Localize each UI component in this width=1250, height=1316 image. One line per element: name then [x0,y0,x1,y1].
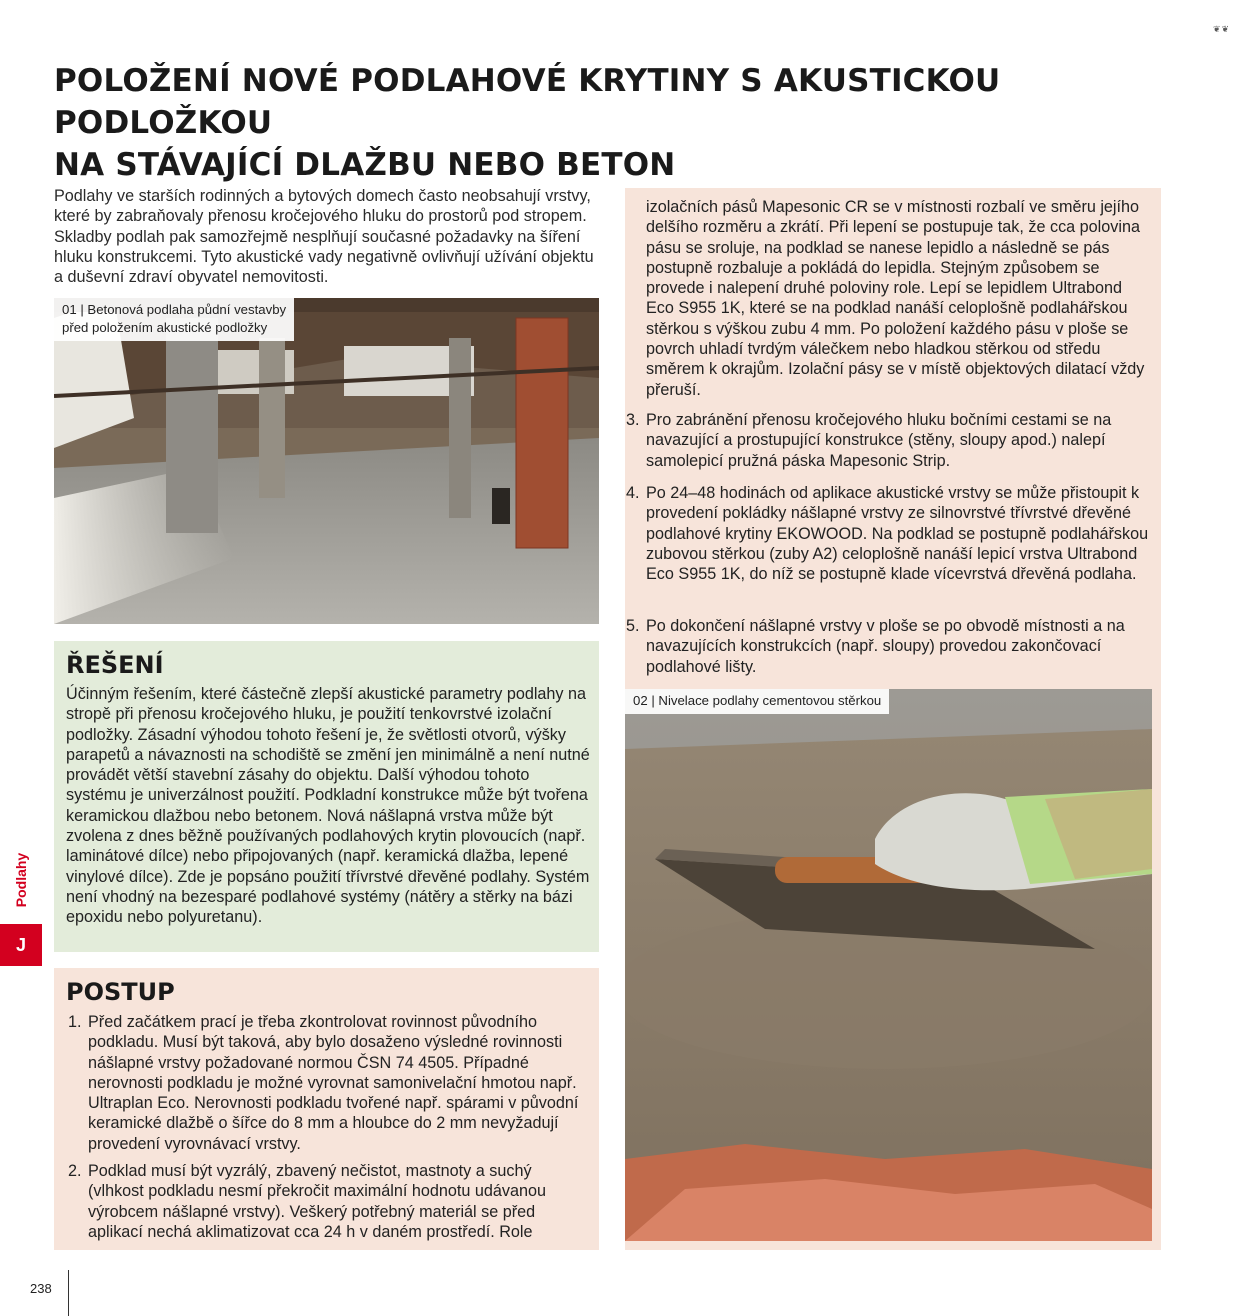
leveling-photo-illustration [625,689,1152,1241]
postup-panel [54,968,599,1250]
step-text: Pro zabránění přenosu kročejového hluku bočními cestami se na navazující a prostupující konstrukce (stěny, sloupy apod.) nalepí samolepicí pružná páska Mapesonic Strip. [646,411,1112,470]
caption-line-1: 01 | Betonová podlaha půdní vestavby [62,302,287,317]
reseni-heading: ŘEŠENÍ [66,651,164,679]
postup-step-5 [626,616,1151,677]
step-text: Po dokončení nášlapné vrstvy v ploše se po obvodě místnosti a na navazujících konstrukcích (např. sloupy) provedou zakončovací podlahové lišty. [646,617,1125,676]
step-text: Podklad musí být vyzrálý, zbavený nečistot, mastnoty a suchý (vlhkost podkladu nesmí překročit maximální hodnotu udávanou výrobcem nášlapné vrstvy). Veškerý potřebný materiál se před aplikací nechá aklimatizovat cca 24 h v daném prostředí. Role [88,1162,547,1241]
side-section-text: Podlahy [13,852,29,908]
postup-step-4 [626,483,1151,584]
postup-step-1 [68,1012,583,1154]
postup-step-2 [68,1161,583,1242]
reseni-text: Účinným řešením, které částečně zlepší akustické parametry podlahy na stropě při přenosu kročejového hluku, je použití tenkovrstvé izolační podložky. Zásadní výhodou tohoto řešení je, že světlosti otvorů, výšky parapetů a návaznosti na schodiště se změní jen minimálně a není nutné provádět větší stavební zásahy do objektu. Další výhodou tohoto systému je univerzálnost použití. Podkladní konstrukce může být tvořena keramickou dlažbou nebo betonem. Nová nášlapná vrstva může být zvolena z dnes běžně používaných podlahových krytin plovoucích (např. laminátové dílce) nebo připojovaných (např. keramická dlažba, lepené vinylové dílce). Zde je popsáno použití třívrstvé dřevěné podlahy. Systém není vhodný na bezesparé podlahové systémy (nátěry a stěrky na bázi epoxidu nebo polyuretanu). [66,685,590,927]
photo-floor-leveling [625,689,1152,1241]
title-line-1: POLOŽENÍ NOVÉ PODLAHOVÉ KRYTINY S AKUSTICKOU PODLOŽKOU [54,63,1001,141]
photo-caption [625,689,889,714]
page-number: 238 [30,1281,52,1296]
reseni-panel [54,641,599,952]
page-title [54,60,1194,186]
step-number: 2. [68,1162,82,1180]
photo-attic-concrete-floor [54,298,599,624]
logo-mark: ❦❦ [1213,24,1231,34]
photo-caption [54,298,294,341]
postup-step-3 [626,410,1151,471]
caption-line-1: 02 | Nivelace podlahy cementovou stěrkou [633,693,882,708]
intro-paragraph: Podlahy ve starších rodinných a bytových domech často neobsahují vrstvy, které by zabraňovaly přenosu kročejového hluku do prostorů pod stropem. Skladby podlah pak samozřejmě nesplňují současné požadavky na šíření hluku konstrukcemi. Tyto akustické vady negativně ovlivňují užívání objektu a duševní zdraví obyvatel nemovitosti. [54,187,594,287]
side-section-label [8,842,34,918]
side-tab-letter: J [0,924,42,966]
step-number: 3. [626,411,640,429]
attic-photo-illustration [54,298,599,624]
step-number: 5. [626,617,640,635]
step-2-continuation: izolačních pásů Mapesonic CR se v místnosti rozbalí ve směru jejího delšího rozměru a zkrátí. Při lepení se postupuje tak, že cca polovina pásu se sroluje, na podklad se nanese lepidlo a následně se pás postupně rozbaluje a pokládá do lepidla. Stejným způsobem se provede i nalepení druhé poloviny role. Lepí se lepidlem Ultrabond Eco S955 1K, které se na podklad nanáší celoplošně podlahářskou stěrkou s výškou zubu 4 mm. Po položení každého pásu v ploše se povrch uhladí tvrdým válečkem nebo hladkou stěrkou od středu směrem k okrajům. Izolační pásy se v místě objektových dilatací vždy přeruší. [646,198,1145,399]
step-text: Po 24–48 hodinách od aplikace akustické vrstvy se může přistoupit k provedení pokládky nášlapné vrstvy ze silnovrstvé třívrstvé dřevěné podlahové krytiny EKOWOOD. Na podklad se postupně podlahářskou zubovou stěrkou (zuby A2) celoplošně nanáší lepicí vrstva Ultrabond Eco S955 1K, do níž se postupně klade vícevrstvá dřevěná podlaha. [646,484,1149,584]
step-text: Před začátkem prací je třeba zkontrolovat rovinnost původního podkladu. Musí být taková, aby bylo dosaženo výsledné rovinnosti nášlapné vrstvy požadované normou ČSN 74 4505. Případné nerovnosti podkladu je možné vyrovnat samonivelační hmotou např. Ultraplan Eco. Nerovnosti podkladu tvořené např. spárami v původní keramické dlažbě o šířce do 8 mm a hloubce do 2 mm nevyžadují provedení vyrovnávací vrstvy. [88,1013,579,1153]
caption-line-2: před položením akustické podložky [62,320,268,335]
page-number-divider [68,1270,69,1316]
postup-heading: POSTUP [66,978,175,1006]
title-line-2: NA STÁVAJÍCÍ DLAŽBU NEBO BETON [54,147,676,183]
step-number: 1. [68,1013,82,1031]
step-number: 4. [626,484,640,502]
